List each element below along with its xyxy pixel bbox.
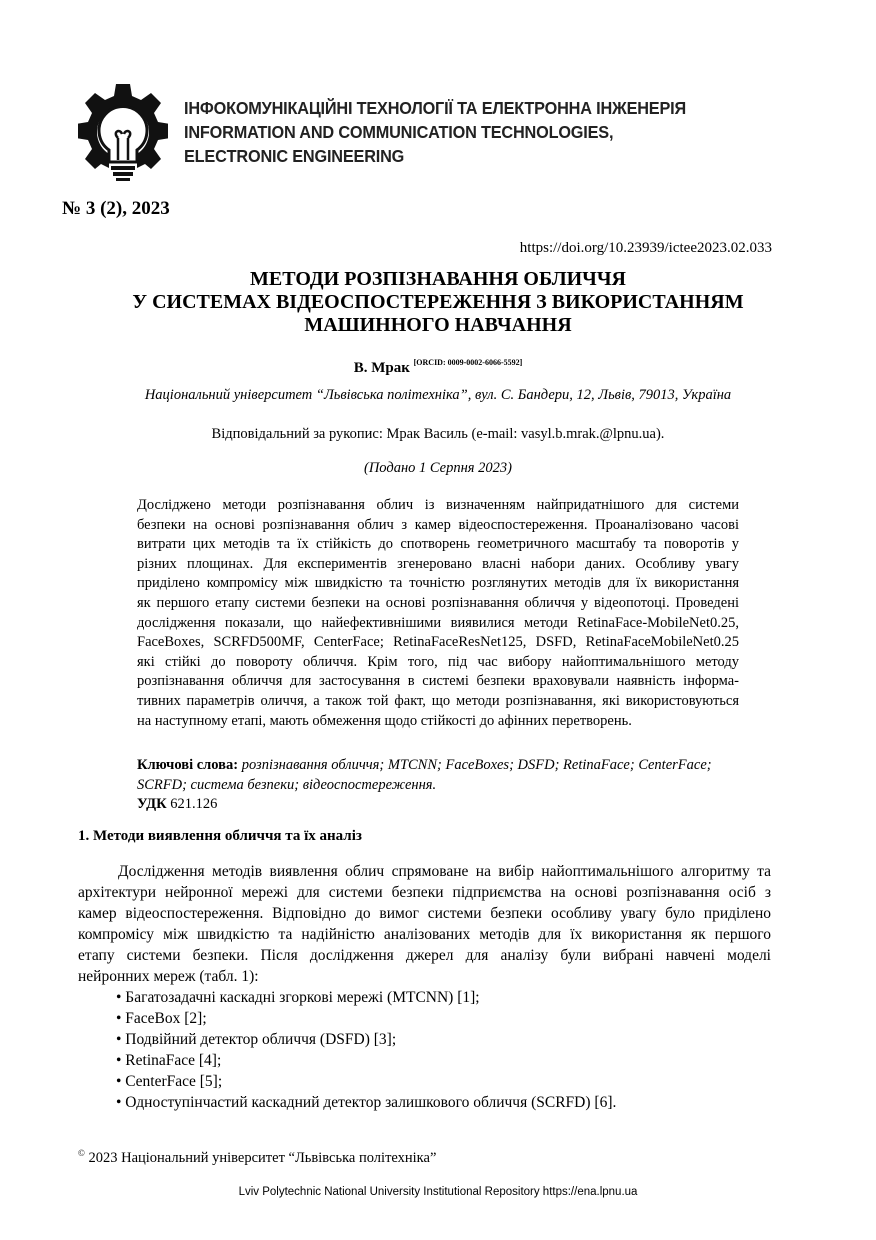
body-line: архітектури нейронної мережі для системи безпеки підприємства на основі розпізнавання осіб з xyxy=(78,884,771,901)
list-item: • Подвійний детектор обличчя (DSFD) [3]; xyxy=(116,1031,397,1048)
abstract-line: FaceBoxes, SCRFD500MF, CenterFace; RetinaFaceResNet125, DSFD, RetinaFaceMobileNet0.25 xyxy=(137,634,739,651)
abstract-line: як першого етапу системи безпеки на основі розпізнавання обличчя у відеопотоці. Проведені xyxy=(137,594,739,611)
body-text xyxy=(78,861,771,1113)
copyright-symbol: © xyxy=(78,1148,85,1158)
abstract-line: безпеки на основі розпізнавання облич з камер відеоспостереження. Проаналізовано часові xyxy=(137,516,739,533)
list-item: • CenterFace [5]; xyxy=(116,1073,223,1090)
article-title xyxy=(0,268,876,337)
keywords-label: Ключові слова: xyxy=(137,757,239,773)
keywords-list-cont: SCRFD; система безпеки; відеоспостереження. xyxy=(137,776,437,793)
journal-name-en-2: ELECTRONIC ENGINEERING xyxy=(184,146,405,166)
gear-lightbulb-logo-icon xyxy=(78,82,168,182)
body-line: етапу системи безпеки. Після дослідження джерел для аналізу були вибрані навчені моделі xyxy=(78,947,771,964)
journal-name-ua: ІНФОКОМУНІКАЦІЙНІ ТЕХНОЛОГІЇ ТА ЕЛЕКТРОННА ІНЖЕНЕРІЯ xyxy=(184,98,687,118)
abstract xyxy=(137,496,739,731)
author-name: В. Мрак xyxy=(353,360,410,376)
abstract-line: різних площинах. Для експериментів згенеровано власні набори даних. Особливу увагу xyxy=(137,555,739,572)
model-list xyxy=(78,987,771,1113)
abstract-line: витрати цих методів та їх стійкість до спотворень геометричного масштабу та поворотів у xyxy=(137,536,739,553)
journal-name xyxy=(184,96,686,168)
abstract-line: тивних параметрів оличчя, а також той факт, що методи розпізнавання, які використовуються xyxy=(137,692,739,709)
title-line: У СИСТЕМАХ ВІДЕОСПОСТЕРЕЖЕННЯ З ВИКОРИСТАННЯМ xyxy=(132,291,744,313)
keywords xyxy=(137,756,739,815)
abstract-line: розпізнавання обличчя для застосування в системі безпеки враховували наявність інформа- xyxy=(137,673,739,690)
abstract-line: Досліджено методи розпізнавання облич із визначенням найпридатнішого для системи xyxy=(137,497,739,513)
abstract-line: приділено компромісу між швидкістю та точністю розглянутих методів для їх використання xyxy=(137,575,739,592)
body-line: камер відеоспостереження. Відповідно до вимог системи безпеки особливу увагу було приділено xyxy=(78,905,771,922)
udc-label: УДК xyxy=(137,796,167,813)
body-line: нейронних мереж (табл. 1): xyxy=(78,968,259,985)
copyright xyxy=(78,1148,436,1167)
section-heading: 1. Методи виявлення обличчя та їх аналіз xyxy=(78,828,362,844)
title-line: МЕТОДИ РОЗПІЗНАВАННЯ ОБЛИЧЧЯ xyxy=(250,268,626,290)
author xyxy=(0,358,876,377)
list-item: • RetinaFace [4]; xyxy=(116,1052,222,1069)
submitted-date: (Подано 1 Серпня 2023) xyxy=(364,460,512,476)
repository-footer: Lviv Polytechnic National University Institutional Repository https://ena.lpnu.ua xyxy=(238,1186,638,1198)
body-line: компромісу між швидкістю та надійністю аналізованих методів для їх використання як першого xyxy=(78,926,771,943)
keywords-list: розпізнавання обличчя; MTCNN; FaceBoxes; DSFD; RetinaFace; CenterFace; xyxy=(241,757,712,773)
title-line: МАШИННОГО НАВЧАННЯ xyxy=(304,314,572,336)
body-line: Дослідження методів виявлення облич спрямоване на вибір найоптимальнішого алгоритму та xyxy=(118,863,771,880)
abstract-line: на наступному етапі, мають обмеження щодо стійкості до афінних перетворень. xyxy=(137,712,632,729)
affiliation: Національний університет “Львівська політехніка”, вул. С. Бандери, 12, Львів, 79013, Україна xyxy=(144,387,732,403)
list-item: • FaceBox [2]; xyxy=(116,1010,207,1027)
abstract-line: які стійкі до повороту обличчя. Крім того, під час вибору найоптимальнішого методу xyxy=(137,653,739,670)
corresponding-author: Відповідальний за рукопис: Мрак Василь (e-mail: vasyl.b.mrak.@lpnu.ua). xyxy=(211,426,665,442)
list-item: • Багатозадачні каскадні згоркові мережі (MTCNN) [1]; xyxy=(116,989,480,1006)
journal-name-en: INFORMATION AND COMMUNICATION TECHNOLOGIES, xyxy=(184,122,614,142)
udc-value: 621.126 xyxy=(170,796,218,813)
orcid: [ORCID: 0009-0002-6066-5592] xyxy=(413,358,523,367)
copyright-text: 2023 Національний університет “Львівська політехніка” xyxy=(88,1149,437,1166)
list-item: • Одноступінчастий каскадний детектор залишкового обличчя (SCRFD) [6]. xyxy=(116,1094,617,1111)
doi-link[interactable]: https://doi.org/10.23939/ictee2023.02.033 xyxy=(519,240,772,256)
issue-number: № 3 (2), 2023 xyxy=(62,198,170,219)
abstract-line: дослідження показали, що найефективнішими виявилися методи RetinaFace-MobileNet0.25, xyxy=(137,614,739,631)
